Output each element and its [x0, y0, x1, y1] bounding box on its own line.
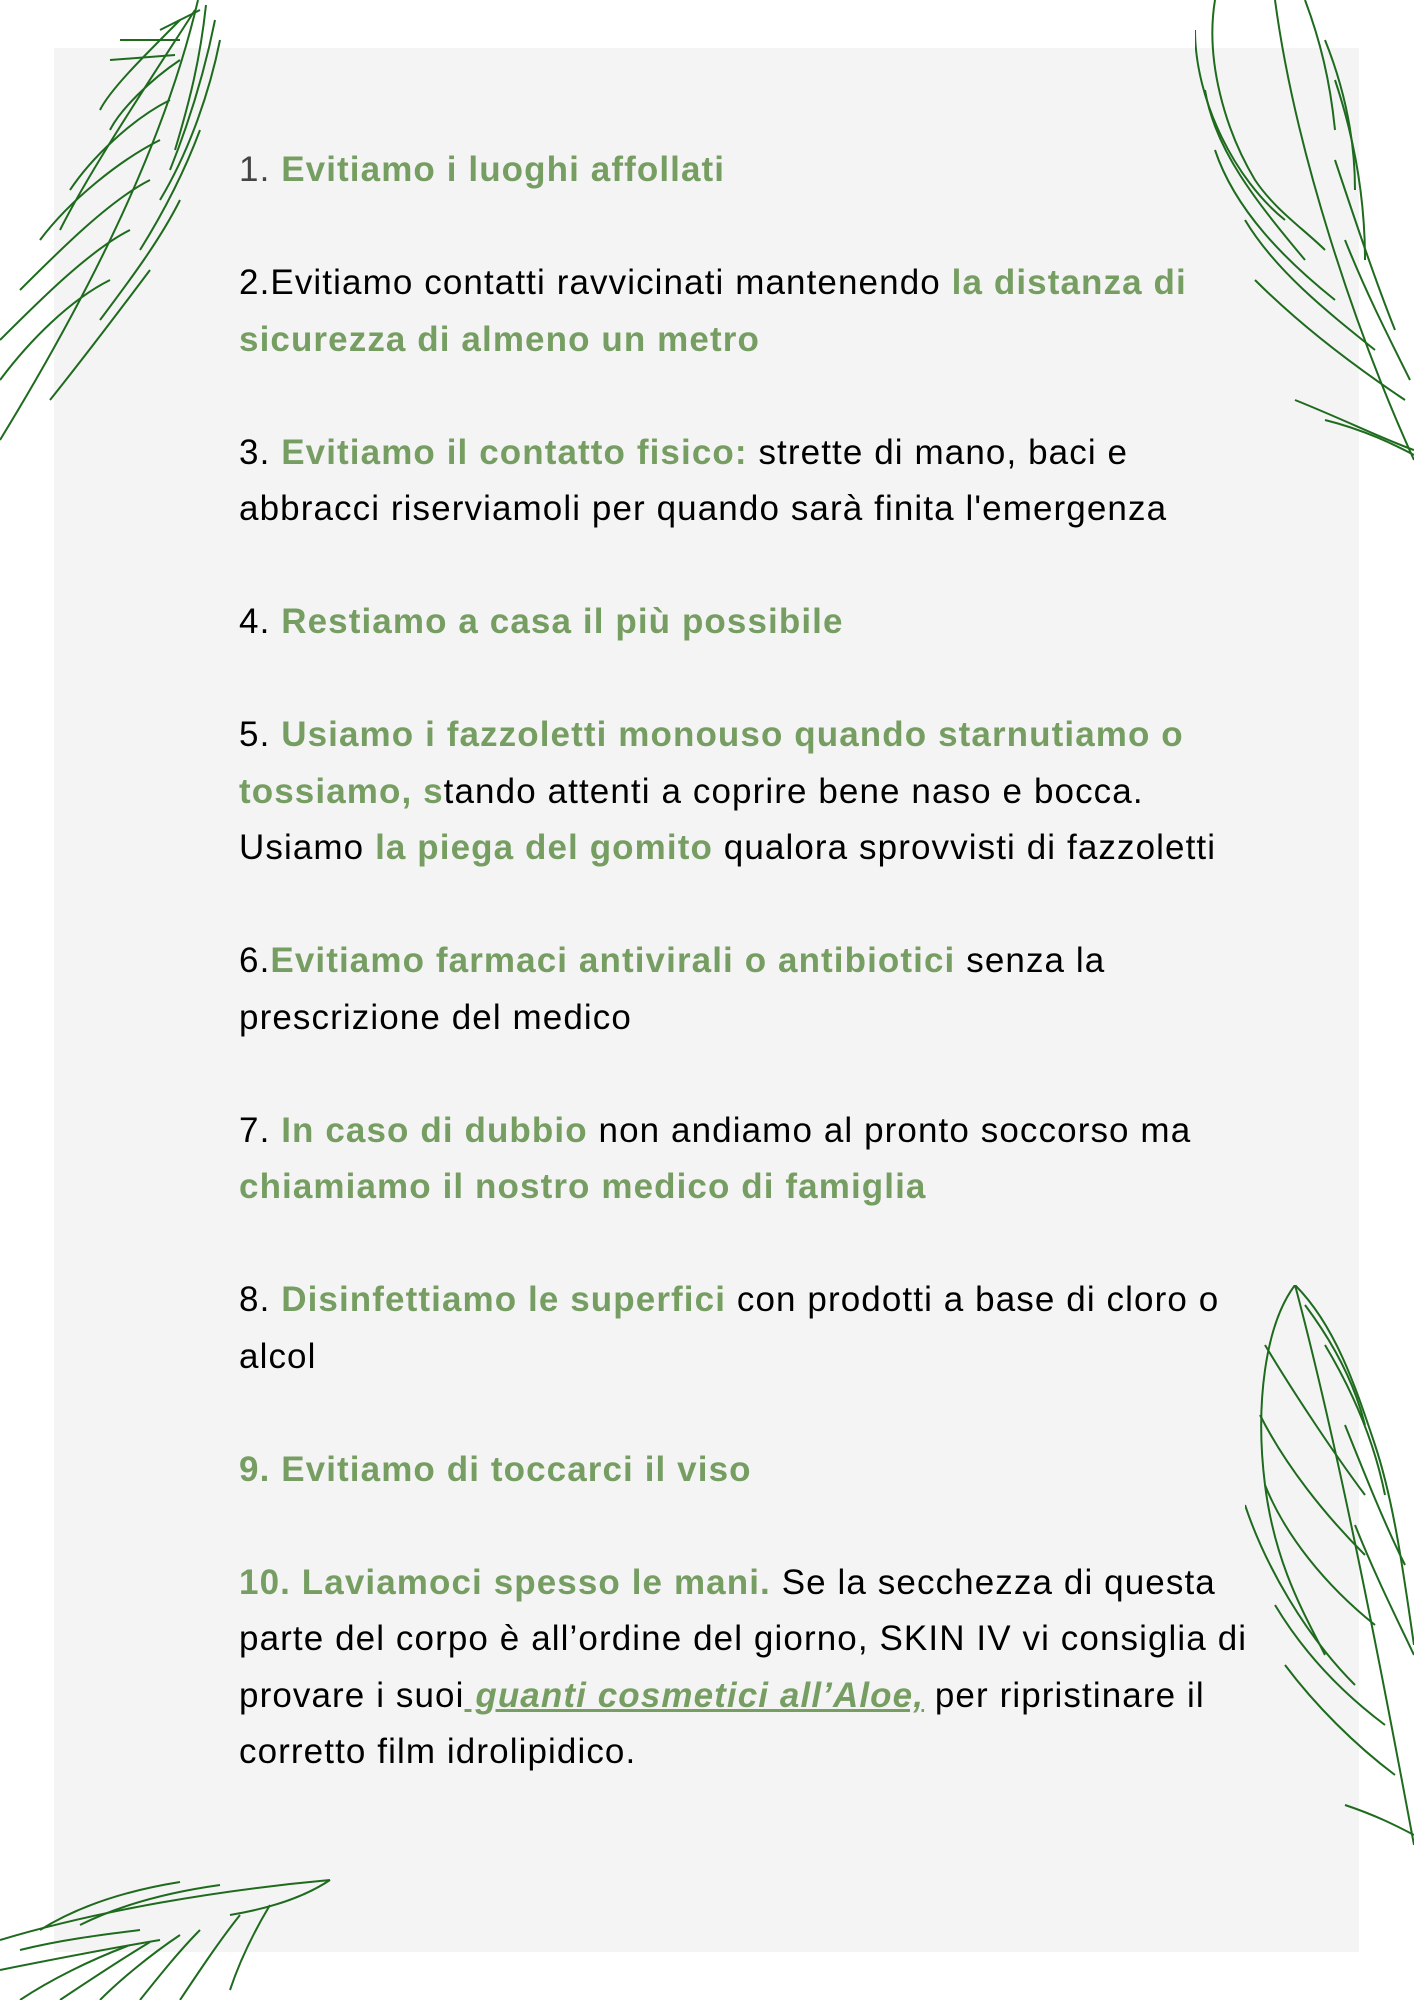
aloe-gloves-link[interactable]: guanti cosmetici all’Aloe,: [464, 1675, 925, 1715]
feather-middle-right-icon: [1245, 1285, 1414, 1855]
list-item-8: 8. Disinfettiamo le superfici con prodotti a base di cloro o alcol: [239, 1280, 1220, 1376]
list-item-10: 10. Laviamoci spesso le mani. Se la secchezza di questa parte del corpo è all’ordine del giorno, SKIN IV vi consiglia di provare i suoi guanti cosmetici all’Aloe, per ripristinare il corretto film idrolipidico.: [239, 1562, 1248, 1771]
list-item-2: 2.Evitiamo contatti ravvicinati mantenendo la distanza di sicurezza di almeno un metro: [239, 263, 1187, 359]
tips-list: [239, 142, 1269, 1837]
list-item-7: 7. In caso di dubbio non andiamo al pronto soccorso ma chiamiamo il nostro medico di famiglia: [239, 1110, 1192, 1206]
list-item-9: 9. Evitiamo di toccarci il viso: [239, 1449, 752, 1489]
feather-top-left-icon: [0, 0, 230, 460]
list-item-6: 6.Evitiamo farmaci antivirali o antibiotici senza la prescrizione del medico: [239, 941, 1106, 1037]
list-item-3: 3. Evitiamo il contatto fisico: strette di mano, baci e abbracci riserviamoli per quando sarà finita l'emergenza: [239, 432, 1168, 528]
list-item-4: 4. Restiamo a casa il più possibile: [239, 602, 844, 641]
list-item-1: 1. Evitiamo i luoghi affollati: [239, 150, 726, 189]
feather-bottom-left-icon: [0, 1870, 340, 2000]
list-item-5: 5. Usiamo i fazzoletti monouso quando starnutiamo o tossiamo, stando attenti a coprire bene naso e bocca. Usiamo la piega del gomito qualora sprovvisti di fazzoletti: [239, 715, 1217, 867]
